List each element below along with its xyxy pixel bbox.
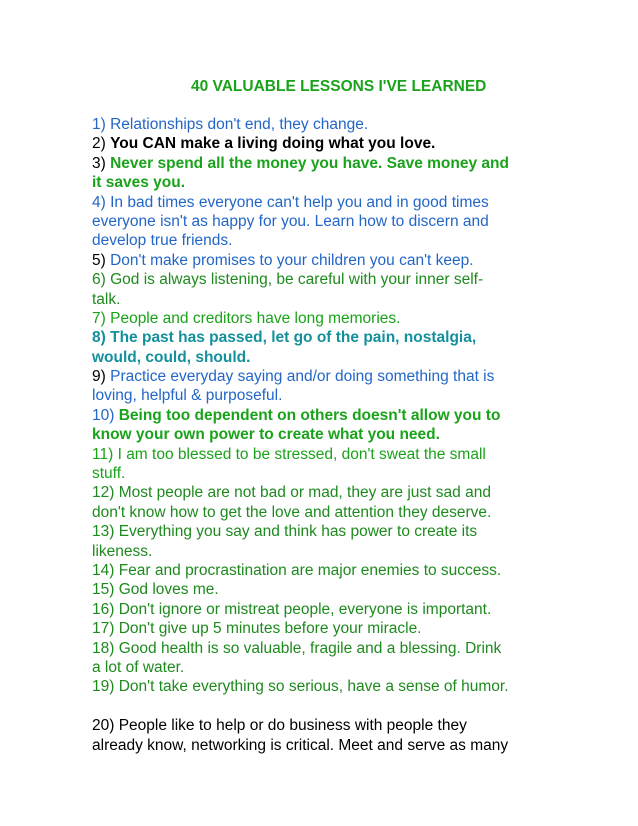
lesson-19 <box>92 677 562 696</box>
lesson-10 <box>92 406 562 425</box>
lesson-text: Practice everyday saying and/or doing something that is <box>110 368 495 386</box>
lesson-text-continued: everyone isn't as happy for you. Learn how to discern and <box>92 212 489 230</box>
lesson-5 <box>92 251 562 270</box>
lesson-text: Don't take everything so serious, have a sense of humor. <box>118 678 509 696</box>
lesson-number: 8) <box>92 329 106 347</box>
lesson-text-continued: talk. <box>92 290 121 308</box>
lesson-15 <box>92 580 562 599</box>
lessons-list <box>92 115 562 755</box>
lesson-17 <box>92 619 562 638</box>
lesson-text: Don't give up 5 minutes before your miracle. <box>118 620 422 638</box>
lesson-12 <box>92 483 562 502</box>
lesson-9 <box>92 367 562 386</box>
lesson-text: Everything you say and think has power to create its <box>118 523 478 541</box>
lesson-number: 17) <box>92 620 115 638</box>
lesson-2 <box>92 134 562 153</box>
lesson-6 <box>92 270 562 289</box>
lesson-text-continued: likeness. <box>92 542 153 560</box>
lesson-text-continued: stuff. <box>92 465 126 483</box>
lesson-text-continued: develop true friends. <box>92 232 233 250</box>
lesson-1 <box>92 115 562 134</box>
lesson-text: The past has passed, let go of the pain, nostalgia, <box>110 329 477 347</box>
lesson-14 <box>92 561 562 580</box>
lesson-number: 12) <box>92 484 115 502</box>
lesson-text: Never spend all the money you have. Save money and <box>110 154 509 172</box>
lesson-number: 4) <box>92 193 106 211</box>
lesson-13 <box>92 522 562 541</box>
lesson-text-continued: know your own power to create what you need. <box>92 426 440 444</box>
lesson-text: People like to help or do business with people they <box>118 717 467 735</box>
lesson-number: 13) <box>92 523 115 541</box>
lesson-number: 15) <box>92 581 115 599</box>
lesson-text-continued: would, could, should. <box>92 348 251 366</box>
lesson-number: 19) <box>92 678 115 696</box>
lesson-text-continued: already know, networking is critical. Meet and serve as many <box>92 736 509 754</box>
lesson-11 <box>92 445 562 464</box>
lesson-text: People and creditors have long memories. <box>110 309 401 327</box>
lesson-number: 5) <box>92 251 106 269</box>
lesson-text: God loves me. <box>118 581 219 599</box>
lesson-number: 3) <box>92 154 106 172</box>
paragraph-gap <box>92 697 562 716</box>
lesson-text: Don't make promises to your children you can't keep. <box>110 251 474 269</box>
lesson-8 <box>92 328 562 347</box>
lesson-text: You CAN make a living doing what you love. <box>110 135 436 153</box>
lesson-text-continued: it saves you. <box>92 174 186 192</box>
lesson-text: Don't ignore or mistreat people, everyone is important. <box>118 600 492 618</box>
lesson-number: 11) <box>92 445 114 463</box>
lesson-text-continued: loving, helpful & purposeful. <box>92 387 283 405</box>
lesson-number: 6) <box>92 271 106 289</box>
lesson-number: 1) <box>92 116 106 133</box>
lesson-text: Relationships don't end, they change. <box>110 116 369 133</box>
lesson-7 <box>92 309 562 328</box>
lesson-number: 18) <box>92 639 115 657</box>
lesson-text: Good health is so valuable, fragile and a blessing. Drink <box>118 639 502 657</box>
lesson-text-continued: don't know how to get the love and attention they deserve. <box>92 503 492 521</box>
lesson-number: 9) <box>92 368 106 386</box>
lesson-number: 10) <box>92 406 115 424</box>
lesson-number: 7) <box>92 309 106 327</box>
lesson-text: Most people are not bad or mad, they are just sad and <box>118 484 491 502</box>
lesson-3 <box>92 154 562 173</box>
lesson-number: 20) <box>92 717 115 735</box>
lesson-text: Being too dependent on others doesn't allow you to <box>118 406 501 424</box>
lesson-4 <box>92 193 562 212</box>
lesson-text: Fear and procrastination are major enemies to success. <box>118 561 502 579</box>
document-title: 40 VALUABLE LESSONS I'VE LEARNED <box>191 78 487 95</box>
lesson-20 <box>92 716 562 735</box>
lesson-text: I am too blessed to be stressed, don't sweat the small <box>117 445 486 463</box>
lesson-16 <box>92 600 562 619</box>
lesson-18 <box>92 639 562 658</box>
lesson-number: 14) <box>92 561 115 579</box>
lesson-text: In bad times everyone can't help you and in good times <box>110 193 489 211</box>
lesson-number: 2) <box>92 135 106 153</box>
lesson-number: 16) <box>92 600 115 618</box>
lesson-text-continued: a lot of water. <box>92 658 185 676</box>
lesson-text: God is always listening, be careful with your inner self- <box>110 271 484 289</box>
